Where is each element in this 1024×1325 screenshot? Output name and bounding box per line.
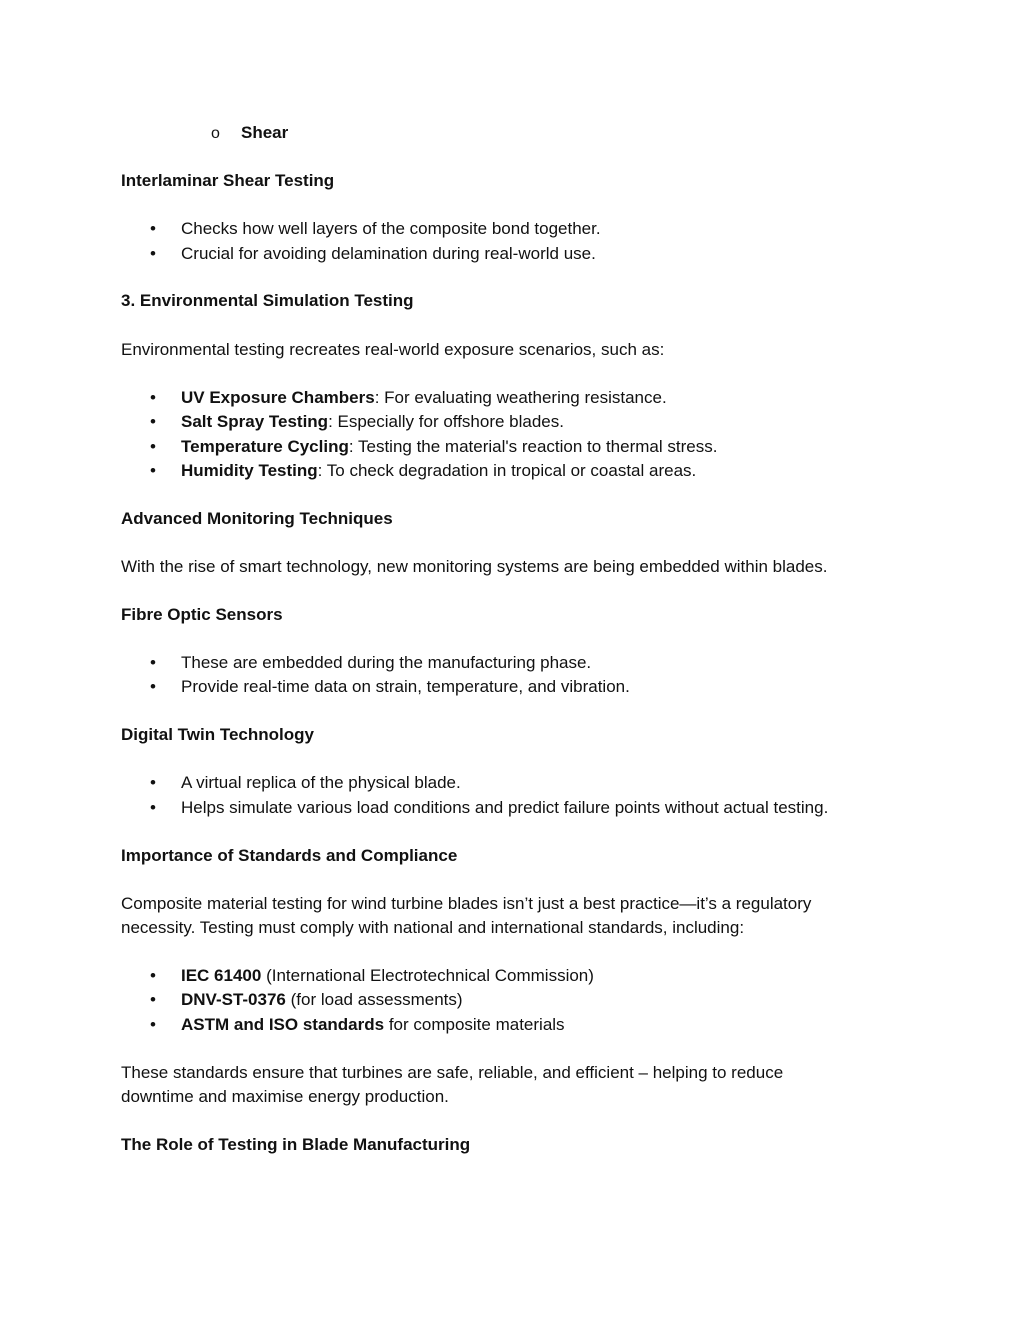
list-item xyxy=(181,1013,565,1037)
list-item: Crucial for avoiding delamination during real-world use. xyxy=(181,244,596,263)
bullet-icon: • xyxy=(150,388,156,407)
list-item-term: ASTM and ISO standards xyxy=(181,1015,385,1034)
list-item-term: Salt Spray Testing xyxy=(181,412,329,431)
list-item: Helps simulate various load conditions and predict failure points without actual testing. xyxy=(181,798,829,817)
list-item xyxy=(181,435,717,459)
list-item-term: DNV-ST-0376 xyxy=(181,990,286,1009)
heading-role-of-testing: The Role of Testing in Blade Manufacturing xyxy=(121,1135,471,1154)
heading-digital-twin: Digital Twin Technology xyxy=(121,725,314,744)
list-item xyxy=(181,988,463,1012)
list-item-desc: : Especially for offshore blades. xyxy=(328,412,564,431)
heading-environmental: 3. Environmental Simulation Testing xyxy=(121,291,414,310)
list-item-desc: for composite materials xyxy=(384,1015,565,1034)
bullet-icon: • xyxy=(150,1015,156,1034)
list-item-desc: (for load assessments) xyxy=(285,990,463,1009)
list-item-desc: : To check degradation in tropical or coastal areas. xyxy=(317,461,697,480)
paragraph-environmental-intro: Environmental testing recreates real-world exposure scenarios, such as: xyxy=(121,340,665,359)
bullet-icon: • xyxy=(150,653,156,672)
list-item-term: IEC 61400 xyxy=(181,966,262,985)
sub-bullet-marker: o xyxy=(211,125,220,142)
bullet-icon: • xyxy=(150,461,156,480)
list-item-term: UV Exposure Chambers xyxy=(181,388,375,407)
list-item-term: Humidity Testing xyxy=(181,461,318,480)
list-item-desc: (International Electrotechnical Commission) xyxy=(261,966,594,985)
list-item-term: Temperature Cycling xyxy=(181,437,349,456)
paragraph-advanced-intro: With the rise of smart technology, new monitoring systems are being embedded within blades. xyxy=(121,557,828,576)
list-item: Checks how well layers of the composite bond together. xyxy=(181,219,601,238)
bullet-icon: • xyxy=(150,798,156,817)
bullet-icon: • xyxy=(150,677,156,696)
bullet-icon: • xyxy=(150,773,156,792)
list-item xyxy=(181,964,594,988)
list-item xyxy=(181,386,667,410)
bullet-icon: • xyxy=(150,437,156,456)
bullet-icon: • xyxy=(150,244,156,263)
paragraph-standards-outro: These standards ensure that turbines are safe, reliable, and efficient – helping to reduce xyxy=(121,1063,784,1082)
list-item-desc: : For evaluating weathering resistance. xyxy=(374,388,667,407)
list-item-desc: : Testing the material's reaction to thermal stress. xyxy=(348,437,718,456)
heading-advanced: Advanced Monitoring Techniques xyxy=(121,509,393,528)
heading-fibre: Fibre Optic Sensors xyxy=(121,605,283,624)
bullet-icon: • xyxy=(150,412,156,431)
list-item: Provide real-time data on strain, temperature, and vibration. xyxy=(181,677,630,696)
list-item xyxy=(181,459,696,483)
shear-label: Shear xyxy=(241,123,289,142)
paragraph-standards-intro: Composite material testing for wind turbine blades isn’t just a best practice—it’s a regulatory xyxy=(121,894,812,913)
heading-standards: Importance of Standards and Compliance xyxy=(121,846,458,865)
list-item: A virtual replica of the physical blade. xyxy=(181,773,461,792)
paragraph-standards-intro: necessity. Testing must comply with national and international standards, including: xyxy=(121,918,745,937)
list-item xyxy=(181,410,564,434)
bullet-icon: • xyxy=(150,990,156,1009)
bullet-icon: • xyxy=(150,966,156,985)
bullet-icon: • xyxy=(150,219,156,238)
heading-interlaminar: Interlaminar Shear Testing xyxy=(121,171,335,190)
list-item: These are embedded during the manufacturing phase. xyxy=(181,653,592,672)
paragraph-standards-outro: downtime and maximise energy production. xyxy=(121,1087,449,1106)
